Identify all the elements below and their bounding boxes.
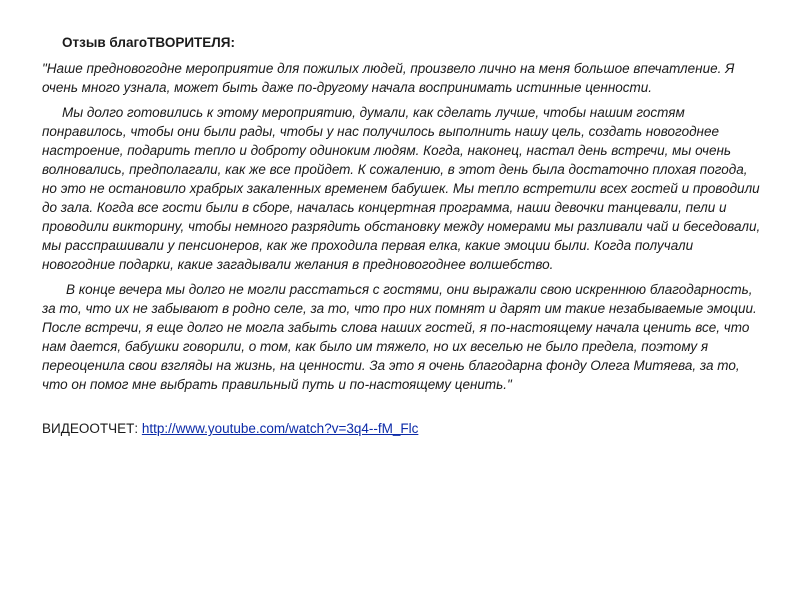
paragraph-preparation: Мы долго готовились к этому мероприятию, думали, как сделать лучше, чтобы нашим гостям понравилось, чтобы они были рады, чтобы у нас получилось выполнить нашу цель, создать новогоднее настроение, подарить тепло и доброту одиноким людям. Когда, наконец, настал день встречи, мы очень волновались, предполагали, как же все пройдет. К сожалению, в этот день была достаточно плохая погода, но это не остановило храбрых закаленных временем бабушек. Мы тепло встретили всех гостей и проводили до зала. Когда все гости были в сборе, началась концертная программа, наши девочки танцевали, пели и проводили викторину, чтобы немного разрядить обстановку между номерами мы разливали чай и беседовали, мы расспрашивали у пенсионеров, как же проходила первая елка, какие эмоции были. Когда получали новогодние подарки, какие загадывали желания в предновогоднее волшебство. xyxy=(42,105,761,272)
paragraph-intro: "Наше предновогодне мероприятие для пожилых людей, произвело лично на меня большое впечатление. Я очень много узнала, может быть даже по-другому начала воспринимать истинные ценности. xyxy=(42,61,735,95)
document-page xyxy=(42,34,762,438)
page-title: Отзыв благоТВОРИТЕЛЯ: xyxy=(62,35,235,50)
paragraph-gratitude: В конце вечера мы долго не могли расстаться с гостями, они выражали свою искреннюю благодарность, за то, что их не забывают в родно селе, за то, что про них помнят и дарят им такие незабываемые эмоции. xyxy=(42,282,757,316)
paragraph-conclusion: После встречи, я еще долго не могла забыть слова наших гостей, я по-настоящему начала ценить все, что нам дается, бабушки говорили, о том, как было им тяжело, но их веселью не было предела, поэтому я переоценила свои взгляды на жизнь, на ценности. За это я очень благодарна фонду Олега Митяева, за то, что он помог мне выбрать правильный путь и по-настоящему ценить." xyxy=(42,320,750,392)
video-report-label: ВИДЕООТЧЕТ: xyxy=(42,421,142,436)
video-report xyxy=(42,419,762,438)
video-report-link[interactable]: http://www.youtube.com/watch?v=3q4--fM_Flc xyxy=(141,421,419,436)
